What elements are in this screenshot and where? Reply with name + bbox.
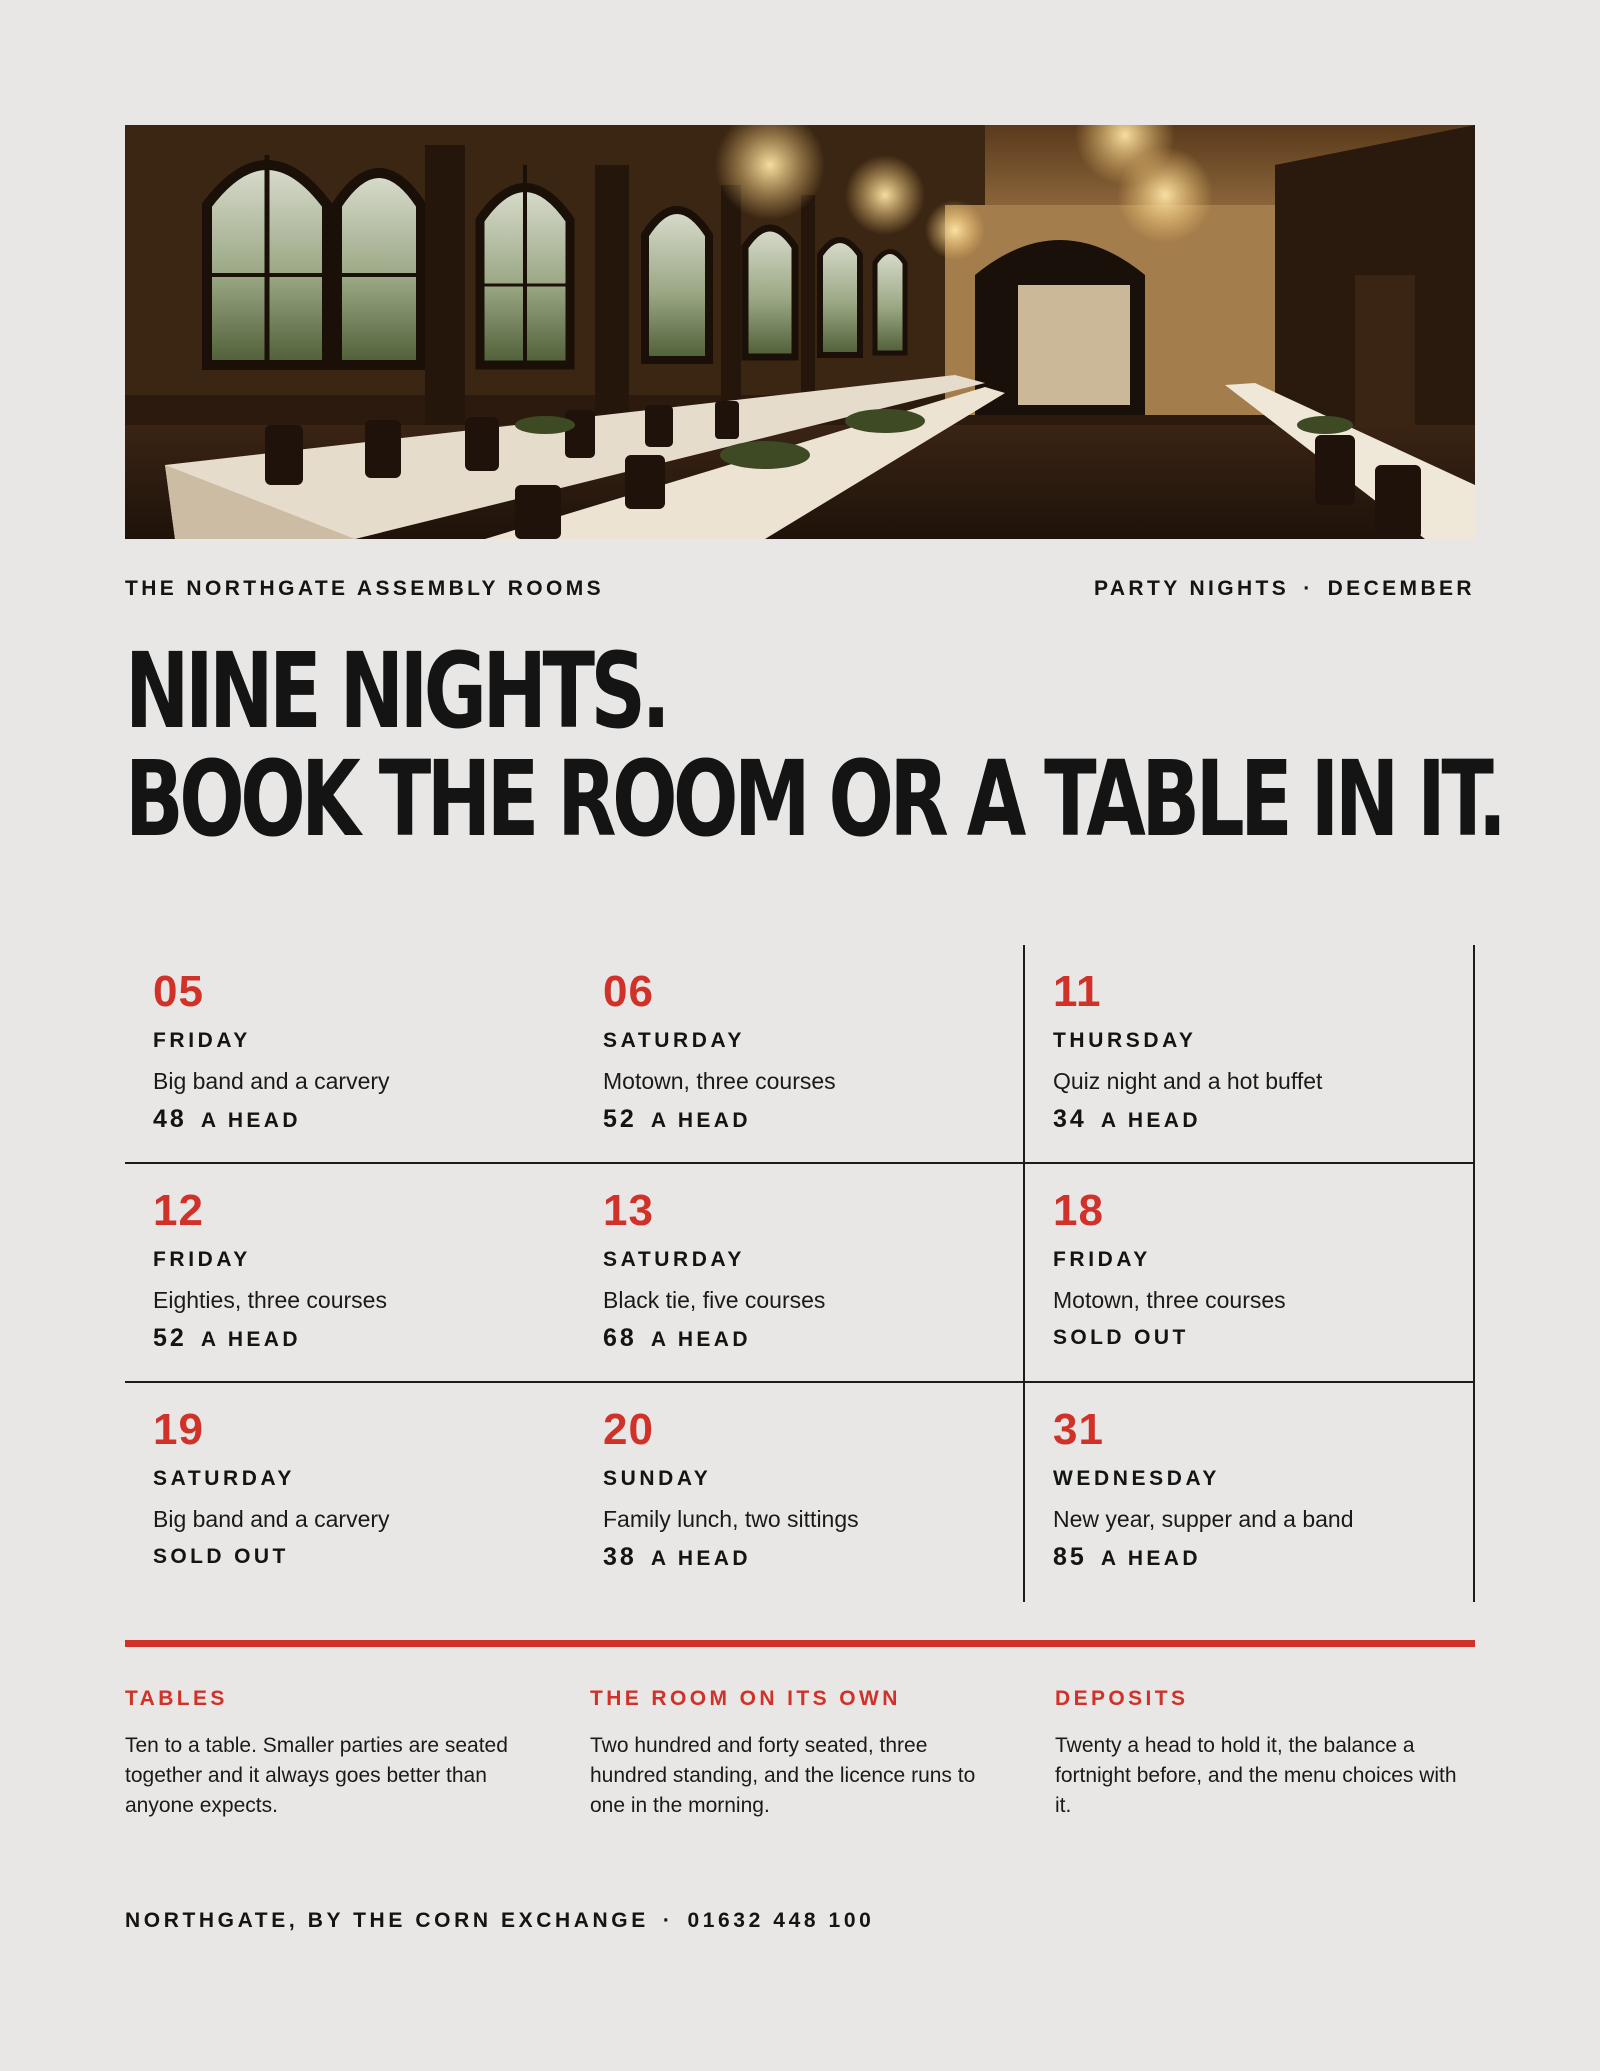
headline-line-2: BOOK THE ROOM OR A TABLE IN IT. [125, 738, 1503, 860]
price-unit: A HEAD [1100, 1547, 1201, 1570]
header-meta-row [125, 577, 1475, 601]
page-headline [125, 630, 1503, 860]
month-name: DECEMBER [1327, 577, 1475, 600]
event-weekday: FRIDAY [153, 1029, 251, 1052]
banquet-hall-illustration [125, 125, 1475, 539]
price-unit: A HEAD [650, 1328, 751, 1351]
footer-address: NORTHGATE, BY THE CORN EXCHANGE [125, 1909, 649, 1932]
event-price [603, 1105, 1023, 1135]
info-text: Ten to a table. Smaller parties are seated together and it always goes better than anyone expects. [125, 1734, 508, 1817]
event-description: Family lunch, two sittings [603, 1506, 859, 1532]
event-status: SOLD OUT [153, 1545, 289, 1568]
event-cell [1025, 1164, 1475, 1383]
info-columns [125, 1687, 1475, 1821]
info-column [1055, 1687, 1475, 1821]
event-cell [125, 1164, 575, 1383]
event-cell [575, 1383, 1025, 1602]
event-weekday: SATURDAY [603, 1029, 745, 1052]
price-amount: 34 [1053, 1105, 1087, 1133]
event-status: SOLD OUT [1053, 1326, 1189, 1349]
event-calendar-grid [125, 945, 1475, 1602]
event-cell [1025, 945, 1475, 1164]
separator-dot: · [662, 1909, 674, 1932]
price-amount: 68 [603, 1324, 637, 1352]
info-column [590, 1687, 1055, 1821]
event-price [153, 1324, 575, 1354]
footer-contact [125, 1909, 1475, 1933]
series-name: PARTY NIGHTS [1093, 577, 1290, 600]
venue-name: THE NORTHGATE ASSEMBLY ROOMS [125, 577, 605, 600]
event-weekday: THURSDAY [1053, 1029, 1197, 1052]
price-unit: A HEAD [650, 1547, 751, 1570]
headline-line-1: NINE NIGHTS. [125, 630, 667, 752]
footer-phone: 01632 448 100 [687, 1909, 875, 1932]
event-description: Black tie, five courses [603, 1287, 826, 1313]
event-cell [575, 1164, 1025, 1383]
price-amount: 48 [153, 1105, 187, 1133]
red-divider [125, 1640, 1475, 1647]
event-price [603, 1543, 1023, 1573]
event-date: 19 [153, 1405, 204, 1454]
event-price [153, 1105, 575, 1135]
event-date: 12 [153, 1186, 204, 1235]
event-cell [575, 945, 1025, 1164]
event-price [603, 1324, 1023, 1354]
event-date: 05 [153, 967, 204, 1016]
event-weekday: SUNDAY [603, 1467, 712, 1490]
separator-dot: · [1303, 577, 1314, 600]
event-cell [125, 945, 575, 1164]
event-weekday: FRIDAY [153, 1248, 251, 1271]
event-price [1053, 1543, 1473, 1573]
price-amount: 85 [1053, 1543, 1087, 1571]
price-unit: A HEAD [1100, 1109, 1201, 1132]
event-description: Motown, three courses [603, 1068, 836, 1094]
event-date: 18 [1053, 1186, 1104, 1235]
price-unit: A HEAD [200, 1328, 301, 1351]
info-text: Two hundred and forty seated, three hundred standing, and the licence runs to one in the morning. [590, 1734, 976, 1817]
event-description: Eighties, three courses [153, 1287, 387, 1313]
event-weekday: SATURDAY [153, 1467, 295, 1490]
info-title: DEPOSITS [1055, 1687, 1189, 1710]
price-amount: 38 [603, 1543, 637, 1571]
event-description: Quiz night and a hot buffet [1053, 1068, 1323, 1094]
event-weekday: SATURDAY [603, 1248, 745, 1271]
event-date: 31 [1053, 1405, 1104, 1454]
banquet-hall-photo [125, 125, 1475, 539]
info-text: Twenty a head to hold it, the balance a fortnight before, and the menu choices with it. [1055, 1734, 1457, 1817]
price-amount: 52 [603, 1105, 637, 1133]
info-title: THE ROOM ON ITS OWN [590, 1687, 901, 1710]
info-title: TABLES [125, 1687, 228, 1710]
price-unit: A HEAD [650, 1109, 751, 1132]
event-description: Big band and a carvery [153, 1068, 390, 1094]
event-date: 13 [603, 1186, 654, 1235]
event-price [1053, 1105, 1473, 1135]
event-cell [125, 1383, 575, 1602]
event-description: Big band and a carvery [153, 1506, 390, 1532]
poster [125, 125, 1503, 1933]
event-description: New year, supper and a band [1053, 1506, 1354, 1532]
event-weekday: FRIDAY [1053, 1248, 1151, 1271]
event-description: Motown, three courses [1053, 1287, 1286, 1313]
price-unit: A HEAD [200, 1109, 301, 1132]
event-weekday: WEDNESDAY [1053, 1467, 1220, 1490]
event-series-label [1094, 577, 1475, 601]
event-cell [1025, 1383, 1475, 1602]
event-date: 20 [603, 1405, 654, 1454]
price-amount: 52 [153, 1324, 187, 1352]
event-date: 06 [603, 967, 654, 1016]
event-date: 11 [1053, 967, 1102, 1016]
info-column [125, 1687, 590, 1821]
